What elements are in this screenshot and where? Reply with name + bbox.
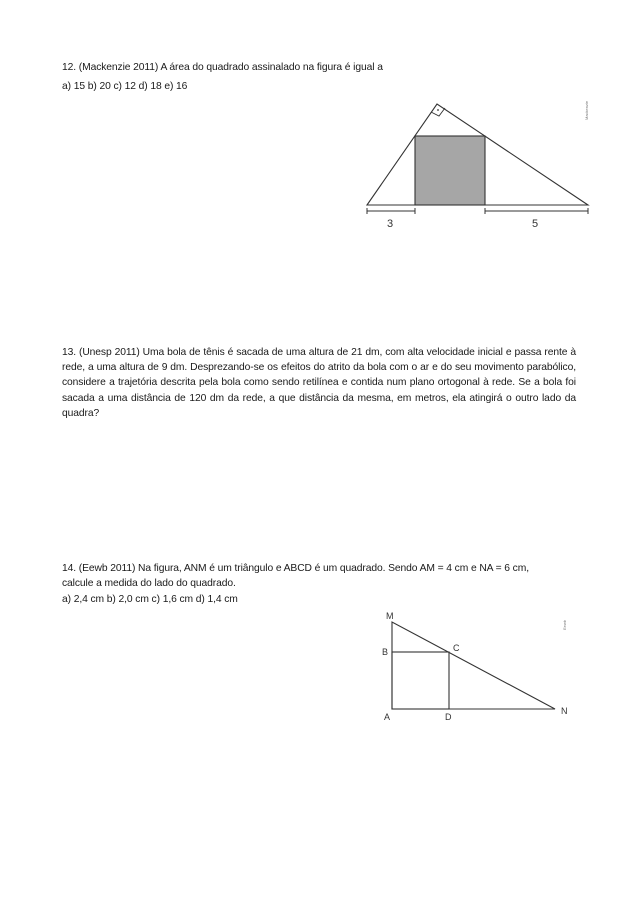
q14-statement-line1: 14. (Eewb 2011) Na figura, ANM é um triângulo e ABCD é um quadrado. Sendo AM = 4 cm e NA = 6 cm, [62, 563, 529, 574]
q12-statement: 12. (Mackenzie 2011) A área do quadrado assinalado na figura é igual a [62, 62, 383, 73]
q14-label-C: C [453, 643, 460, 653]
q14-label-B: B [382, 647, 389, 657]
q14-label-D: D [445, 712, 452, 722]
q14-label-N: N [561, 706, 568, 716]
q12-options: a) 15 b) 20 c) 12 d) 18 e) 16 [62, 81, 188, 92]
q14-triangle [392, 622, 555, 709]
q14-side-credit: Eewb [562, 619, 567, 630]
q14-label-A: A [384, 712, 391, 722]
q14-square [392, 652, 449, 709]
q12-label-3: 3 [387, 218, 394, 230]
q12-side-credit: Mackenzie [584, 100, 589, 120]
q13-statement: 13. (Unesp 2011) Uma bola de tênis é sacada de uma altura de 21 dm, com alta velocidade inicial e passa rente à rede, a uma altura de 9 dm. Desprezando-se os efeitos do atrito da bola com o ar e do seu movimento parabólico, considere a trajetória descrita pela bola como sendo retilínea e contida num plano ortogonal à rede. Se a bola foi sacada a uma distância de 120 dm da rede, a que distância da mesma, em metros, ela atingirá o outro lado da quadra? [62, 347, 576, 419]
q14-options: a) 2,4 cm b) 2,0 cm c) 1,6 cm d) 1,4 cm [62, 594, 238, 605]
q14-label-M: M [386, 611, 394, 621]
q14-statement-line2: calcule a medida do lado do quadrado. [62, 578, 236, 589]
q12-label-5: 5 [532, 218, 539, 230]
